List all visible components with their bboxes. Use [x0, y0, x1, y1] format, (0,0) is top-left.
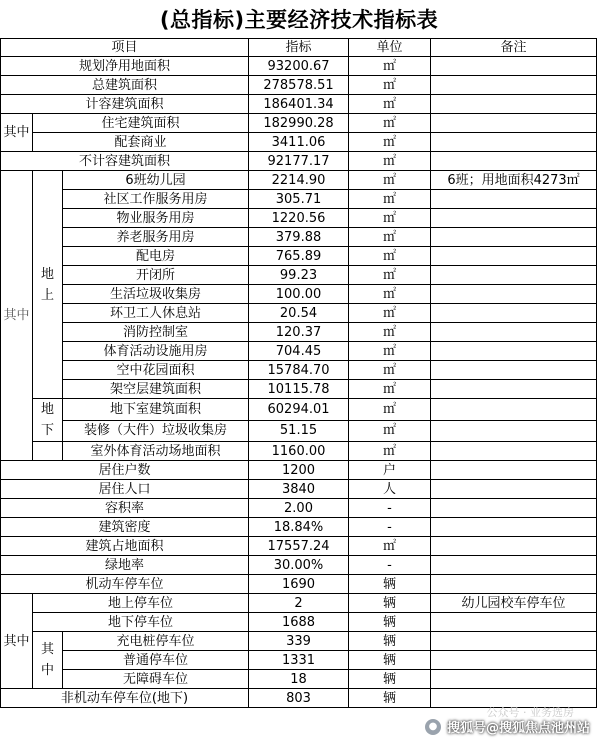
row-value: 1690: [249, 575, 349, 594]
row-value: 765.89: [249, 247, 349, 266]
table-row: [1, 247, 597, 266]
table-row: [1, 323, 597, 342]
row-value: 186401.34: [249, 95, 349, 114]
row-note: [431, 323, 597, 342]
row-label: 普通停车位: [63, 651, 249, 670]
row-label: 充电桩停车位: [63, 632, 249, 651]
watermark-text: 搜狐号@搜狐焦点池州站: [446, 721, 590, 736]
table-row: [1, 575, 597, 594]
row-note: [431, 133, 597, 152]
row-unit: -: [349, 499, 431, 518]
header-note: 备注: [431, 39, 597, 57]
row-value: 20.54: [249, 304, 349, 323]
table-row: [1, 442, 597, 461]
table-row: [1, 95, 597, 114]
row-value: 10115.78: [249, 380, 349, 399]
row-label: 6班幼儿园: [63, 171, 249, 190]
row-unit: ㎡: [349, 114, 431, 133]
table-row: [1, 114, 597, 133]
row-label: 环卫工人休息站: [63, 304, 249, 323]
row-value: 2.00: [249, 499, 349, 518]
row-unit: ㎡: [349, 304, 431, 323]
row-value: 2214.90: [249, 171, 349, 190]
row-value: 1200: [249, 461, 349, 480]
table-row: [1, 190, 597, 209]
row-unit: ㎡: [349, 152, 431, 171]
row-label: 规划净用地面积: [1, 57, 249, 76]
page-title: (总指标)主要经济技术指标表: [159, 8, 439, 32]
group-label-qizhong-parking: 其中: [1, 594, 33, 689]
row-value: 18: [249, 670, 349, 689]
row-unit: ㎡: [349, 323, 431, 342]
table-row: [1, 57, 597, 76]
row-label: 住宅建筑面积: [33, 114, 249, 133]
row-note: [431, 228, 597, 247]
row-value: 1688: [249, 613, 349, 632]
row-value: 30.00%: [249, 556, 349, 575]
row-unit: ㎡: [349, 228, 431, 247]
row-note: [431, 575, 597, 594]
table-row: [1, 613, 597, 632]
row-note: [431, 247, 597, 266]
group-label-qizhong: 其中: [1, 114, 33, 152]
row-unit: 辆: [349, 575, 431, 594]
row-note: [431, 209, 597, 228]
row-note: [431, 442, 597, 461]
row-note: [431, 420, 597, 442]
row-label: 居住人口: [1, 480, 249, 499]
table-row: [1, 632, 597, 651]
row-value: 18.84%: [249, 518, 349, 537]
table-row: [1, 266, 597, 285]
header-unit: 单位: [349, 39, 431, 57]
row-value: 339: [249, 632, 349, 651]
group-label-qizhong-sub: 其中: [33, 632, 63, 689]
row-note: [431, 632, 597, 651]
row-unit: ㎡: [349, 399, 431, 421]
table-row: [1, 171, 597, 190]
table-row: [1, 228, 597, 247]
row-note: [431, 613, 597, 632]
row-value: 278578.51: [249, 76, 349, 95]
table-row: [1, 361, 597, 380]
group-label-dixia: 地下: [33, 399, 63, 442]
table-row: [1, 594, 597, 613]
table-row: [1, 518, 597, 537]
row-label: 消防控制室: [63, 323, 249, 342]
row-label: 建筑密度: [1, 518, 249, 537]
table-header-row: [1, 39, 597, 57]
row-unit: -: [349, 518, 431, 537]
header-indicator: 指标: [249, 39, 349, 57]
row-unit: ㎡: [349, 442, 431, 461]
row-unit: 辆: [349, 689, 431, 708]
row-note: [431, 380, 597, 399]
table-row: [1, 461, 597, 480]
table-row: [1, 537, 597, 556]
watermark-faint: 公众号 · 业务选房: [486, 706, 574, 719]
row-note: [431, 57, 597, 76]
row-unit: ㎡: [349, 380, 431, 399]
row-unit: ㎡: [349, 266, 431, 285]
row-label: 物业服务用房: [63, 209, 249, 228]
row-value: 379.88: [249, 228, 349, 247]
row-unit: 户: [349, 461, 431, 480]
row-note: [431, 651, 597, 670]
table-row: [1, 304, 597, 323]
row-unit: ㎡: [349, 247, 431, 266]
row-note: [431, 190, 597, 209]
row-label: 地上停车位: [33, 594, 249, 613]
row-label: 配电房: [63, 247, 249, 266]
row-note: 6班；用地面积4273㎡: [431, 171, 597, 190]
table-row: [1, 499, 597, 518]
row-note: [431, 537, 597, 556]
row-value: 2: [249, 594, 349, 613]
row-label: 机动车停车位: [1, 575, 249, 594]
row-note: [431, 76, 597, 95]
table-row: [1, 556, 597, 575]
row-value: 93200.67: [249, 57, 349, 76]
row-value: 3840: [249, 480, 349, 499]
row-value: 3411.06: [249, 133, 349, 152]
row-label: 装修（大件）垃圾收集房: [63, 420, 249, 442]
row-unit: ㎡: [349, 361, 431, 380]
row-unit: ㎡: [349, 133, 431, 152]
row-note: [431, 114, 597, 133]
row-note: [431, 266, 597, 285]
row-unit: ㎡: [349, 76, 431, 95]
row-note: [431, 304, 597, 323]
row-label: 地下停车位: [33, 613, 249, 632]
row-unit: 辆: [349, 594, 431, 613]
sohu-logo-icon: ●: [425, 719, 441, 735]
row-value: 92177.17: [249, 152, 349, 171]
row-value: 15784.70: [249, 361, 349, 380]
row-label: 社区工作服务用房: [63, 190, 249, 209]
row-label: 容积率: [1, 499, 249, 518]
row-unit: ㎡: [349, 209, 431, 228]
row-label: 非机动车停车位(地下): [1, 689, 249, 708]
row-value: 803: [249, 689, 349, 708]
row-label: 生活垃圾收集房: [63, 285, 249, 304]
row-label: 配套商业: [33, 133, 249, 152]
row-note: [431, 361, 597, 380]
row-note: [431, 461, 597, 480]
row-unit: 辆: [349, 651, 431, 670]
row-unit: ㎡: [349, 171, 431, 190]
row-note: [431, 556, 597, 575]
row-unit: ㎡: [349, 57, 431, 76]
row-value: 60294.01: [249, 399, 349, 421]
table-row: [1, 209, 597, 228]
row-unit: ㎡: [349, 95, 431, 114]
row-note: [431, 518, 597, 537]
row-label: 无障碍车位: [63, 670, 249, 689]
row-value: 100.00: [249, 285, 349, 304]
table-row: [1, 152, 597, 171]
row-unit: ㎡: [349, 190, 431, 209]
header-item: 项目: [1, 39, 249, 57]
row-value: 182990.28: [249, 114, 349, 133]
table-row: [1, 480, 597, 499]
row-label: 地下室建筑面积: [63, 399, 249, 421]
row-unit: -: [349, 556, 431, 575]
row-note: [431, 399, 597, 421]
row-label: 室外体育活动场地面积: [63, 442, 249, 461]
table-row: [1, 133, 597, 152]
indicator-table: [0, 38, 597, 708]
row-value: 99.23: [249, 266, 349, 285]
row-label: 空中花园面积: [63, 361, 249, 380]
row-note: 幼儿园校车停车位: [431, 594, 597, 613]
table-row: [1, 342, 597, 361]
row-note: [431, 670, 597, 689]
row-label: 开闭所: [63, 266, 249, 285]
table-row: [1, 76, 597, 95]
row-label: 不计容建筑面积: [1, 152, 249, 171]
table-row: [1, 285, 597, 304]
row-label: 绿地率: [1, 556, 249, 575]
row-value: 305.71: [249, 190, 349, 209]
group-label-dishang: 地上: [33, 171, 63, 399]
row-note: [431, 499, 597, 518]
row-value: 51.15: [249, 420, 349, 442]
row-value: 1160.00: [249, 442, 349, 461]
row-label: 建筑占地面积: [1, 537, 249, 556]
row-unit: 辆: [349, 613, 431, 632]
row-label: 体育活动设施用房: [63, 342, 249, 361]
group-label-qizhong-big: 其中: [1, 171, 33, 461]
row-label: 计容建筑面积: [1, 95, 249, 114]
row-label: 养老服务用房: [63, 228, 249, 247]
row-label: 总建筑面积: [1, 76, 249, 95]
row-value: 704.45: [249, 342, 349, 361]
row-value: 1331: [249, 651, 349, 670]
table-row: [1, 670, 597, 689]
row-value: 1220.56: [249, 209, 349, 228]
row-note: [431, 480, 597, 499]
row-unit: ㎡: [349, 537, 431, 556]
table-row: [1, 399, 597, 421]
row-unit: ㎡: [349, 285, 431, 304]
row-note: [431, 285, 597, 304]
row-unit: 辆: [349, 670, 431, 689]
row-note: [431, 152, 597, 171]
row-note: [431, 95, 597, 114]
row-value: 17557.24: [249, 537, 349, 556]
row-unit: ㎡: [349, 420, 431, 442]
row-unit: 辆: [349, 632, 431, 651]
row-note: [431, 342, 597, 361]
row-unit: 人: [349, 480, 431, 499]
row-unit: ㎡: [349, 342, 431, 361]
watermark: [425, 717, 590, 736]
table-row: [1, 420, 597, 442]
table-row: [1, 380, 597, 399]
row-label: 居住户数: [1, 461, 249, 480]
row-label: 架空层建筑面积: [63, 380, 249, 399]
row-value: 120.37: [249, 323, 349, 342]
table-row: [1, 651, 597, 670]
